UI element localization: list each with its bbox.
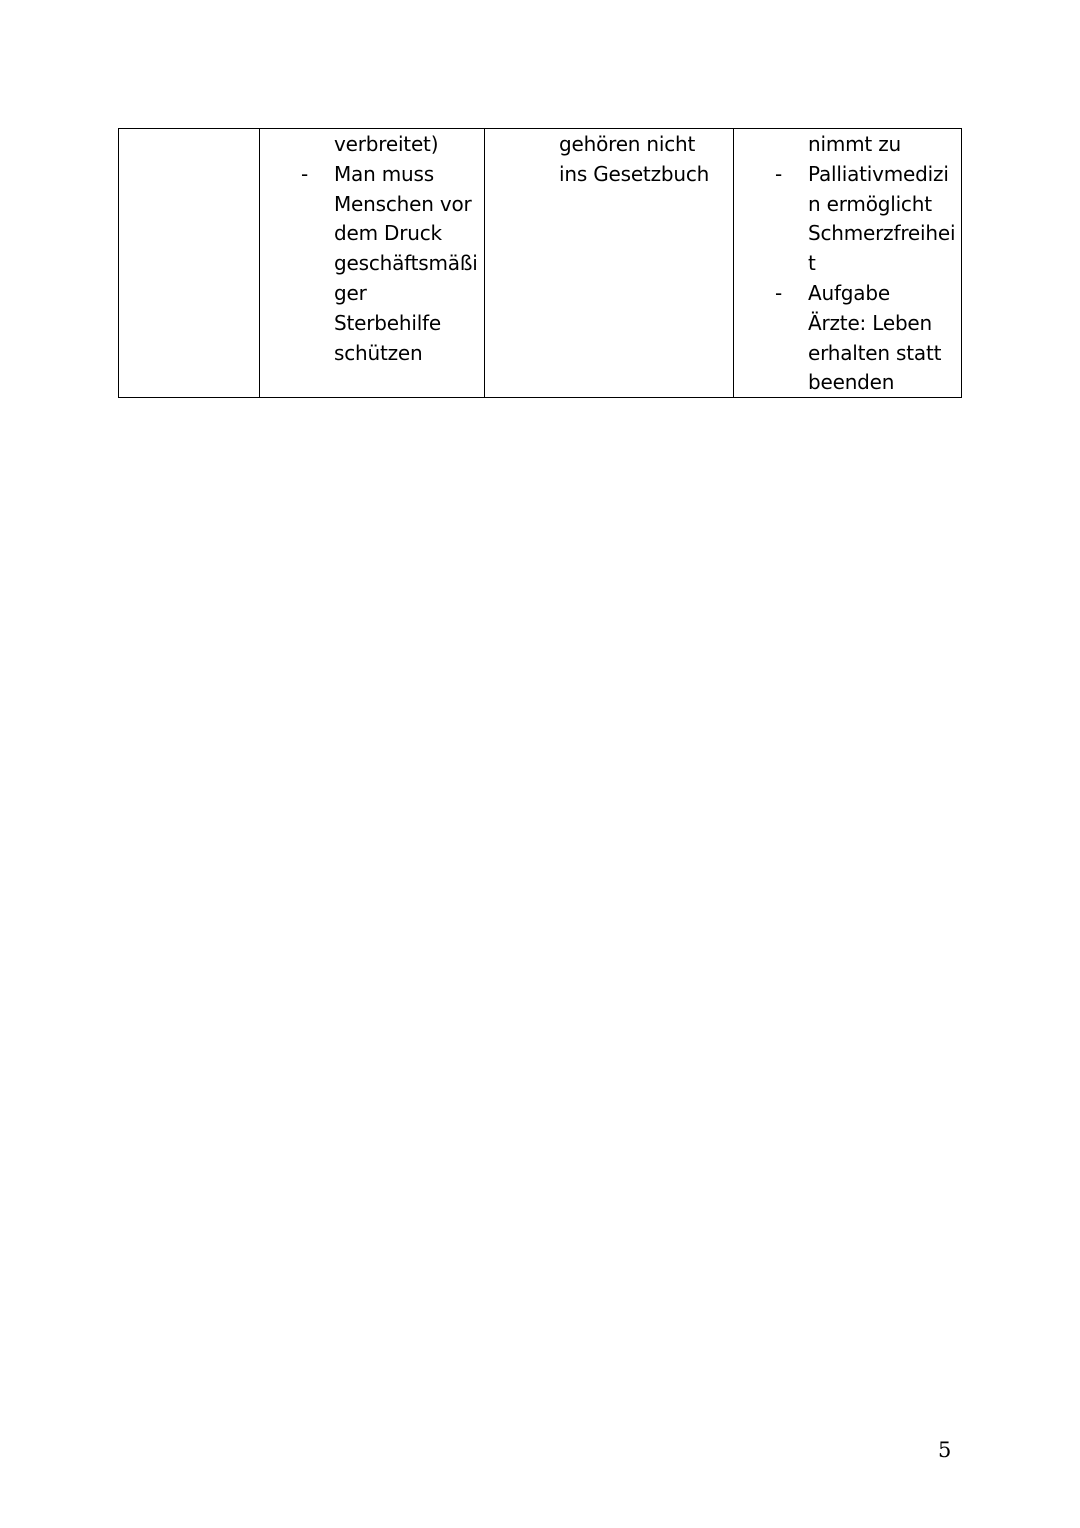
cell-text-line [808,249,960,279]
cell-text-line [775,279,960,309]
cell-text: Palliativmedizi [808,161,949,186]
cell-text-line [559,130,733,160]
cell-text-line [334,190,484,220]
cell-text-line [559,160,733,190]
cell-text: Menschen vor [334,191,472,216]
cell-text-line [808,190,960,220]
cell-text-line [775,160,960,190]
bullet-dash: - [301,161,309,186]
cell-text-line [301,160,484,190]
cell-text: Ärzte: Leben [808,310,933,335]
table-cell-col4 [775,129,960,398]
cell-text-line [334,339,484,369]
page-number: 5 [938,1438,952,1462]
cell-text: gehören nicht [559,132,696,156]
cell-text: schützen [334,340,423,365]
cell-text: n ermöglicht [808,191,932,216]
table-cell-col1 [119,129,259,130]
cell-text-line [334,249,484,279]
cell-text: Schmerzfreihei [808,221,956,246]
cell-text: nimmt zu [808,132,901,156]
argument-table [118,128,962,398]
cell-text: erhalten statt [808,340,942,365]
column-divider [259,129,260,397]
cell-text: geschäftsmäßi [334,251,478,276]
cell-text: dem Druck [334,221,442,246]
cell-text: Aufgabe [808,280,890,305]
cell-text-line [334,279,484,309]
column-divider [484,129,485,397]
cell-text-line [808,309,960,339]
cell-text-line [334,309,484,339]
cell-text-line [808,368,960,398]
cell-text-line [334,219,484,249]
cell-text-line [808,219,960,249]
table-cell-col3 [559,129,733,190]
cell-text-line [334,130,484,160]
cell-text: beenden [808,370,895,395]
cell-text: Man muss [334,161,434,186]
cell-text-line [808,339,960,369]
cell-text: ger [334,280,367,305]
cell-text: Sterbehilfe [334,310,441,335]
bullet-dash: - [775,161,783,186]
column-divider [733,129,734,397]
cell-text: t [808,251,816,276]
cell-text: verbreitet) [334,132,439,156]
table-cell-col2 [301,129,484,368]
cell-text-line [808,130,960,160]
cell-text: ins Gesetzbuch [559,161,710,186]
bullet-dash: - [775,280,783,305]
